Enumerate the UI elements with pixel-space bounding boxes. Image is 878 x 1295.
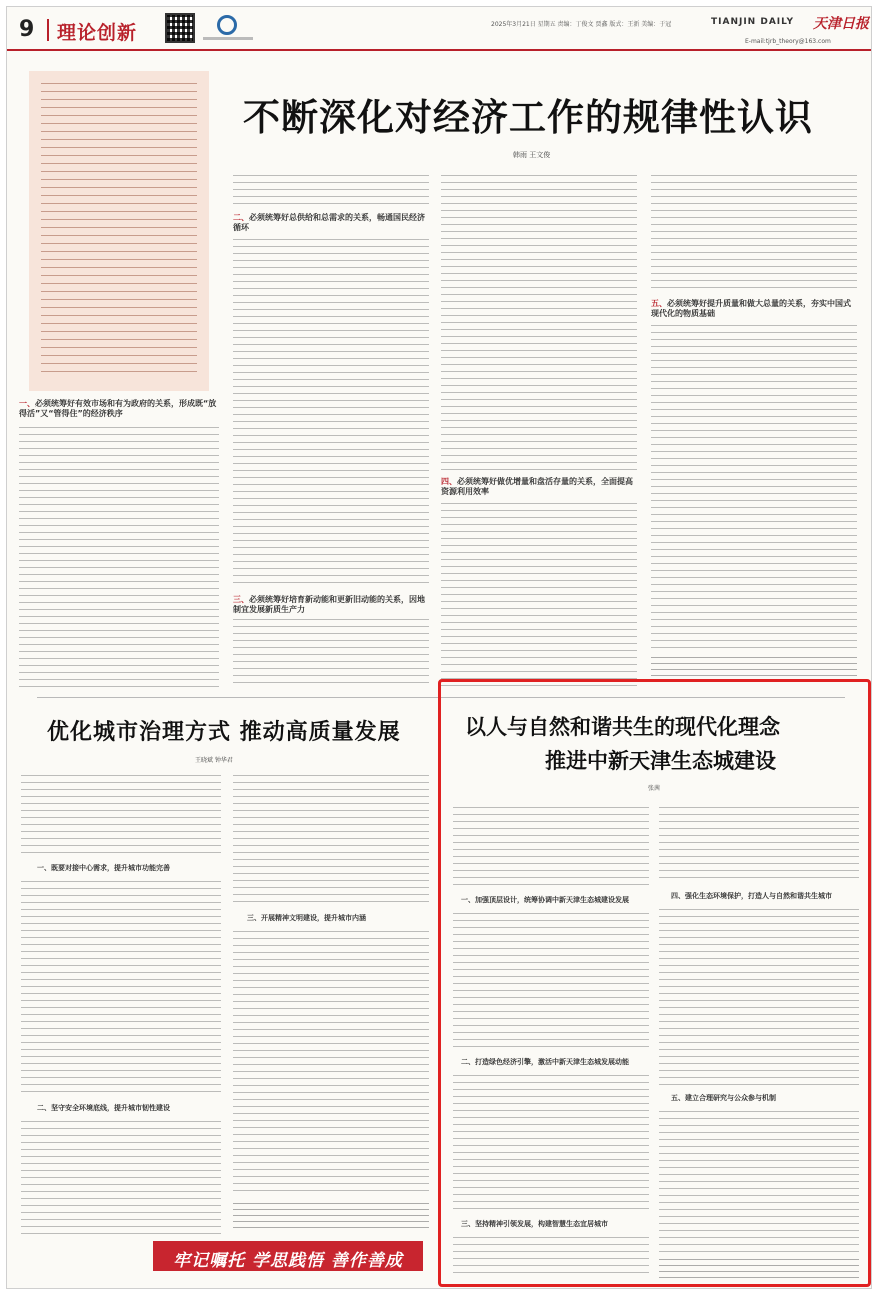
article-summary-box [29, 71, 209, 391]
article-column-3 [441, 175, 637, 471]
article3-section-5: 五、建立合理研究与公众参与机制 [671, 1094, 776, 1102]
article3-section-3: 三、坚持精神引领发展，构建智慧生态宜居城市 [461, 1220, 608, 1228]
article2-section-3: 三、开展精神文明建设，提升城市内涵 [247, 914, 366, 922]
article-column-4 [651, 325, 857, 651]
section-heading-2: 二、必须统筹好总供给和总需求的关系，畅通国民经济循环 [233, 213, 425, 232]
article2-byline: 王晓斌 钟华君 [195, 757, 233, 764]
article3-byline: 张茜 [648, 785, 661, 792]
article3-section-2: 二、打造绿色经济引擎，激活中新天津生态城发展动能 [461, 1058, 629, 1066]
article2-column-1-top [21, 775, 221, 857]
article3-author-note [659, 1259, 859, 1281]
article3-column-2-bottom [659, 1111, 859, 1255]
article2-column-1 [21, 881, 221, 1097]
article2-column-2 [233, 931, 429, 1195]
article2-section-2: 二、坚守安全环境底线，提升城市韧性建设 [37, 1104, 170, 1112]
section-divider [47, 19, 49, 41]
page-number: 9 [19, 17, 35, 42]
article3-column-1 [453, 913, 649, 1049]
article3-column-1-bottom [453, 1237, 649, 1279]
article2-column-1-bottom [21, 1121, 221, 1235]
summary-text [41, 83, 197, 379]
article2-column-2-top [233, 775, 429, 905]
article3-column-1-top [453, 807, 649, 887]
section-heading-1: 一、必须统筹好有效市场和有为政府的关系，形成既“放得活”又“管得住”的经济秩序 [19, 399, 217, 418]
section-heading-5: 五、必须统筹好提升质量和做大总量的关系，夯实中国式现代化的物质基础 [651, 299, 851, 318]
article-column-3-bottom [441, 503, 637, 689]
article3-section-1: 一、加强顶层设计，统筹协调中新天津生态城建设发展 [461, 896, 629, 904]
article-column-2 [233, 239, 429, 589]
article-column-2-bottom [233, 619, 429, 689]
article-column-2-top [233, 175, 429, 205]
article3-column-2 [659, 909, 859, 1085]
article-title: 不断深化对经济工作的规律性认识 [243, 95, 813, 139]
article3-column-2-top [659, 807, 859, 883]
article3-section-4: 四、强化生态环境保护，打造人与自然和谐共生城市 [671, 892, 832, 900]
article3-title-line1: 以人与自然和谐共生的现代化理念 [465, 714, 780, 739]
paper-chinese-name: 天津日报 [813, 16, 869, 32]
article2-section-1: 一、既要对接中心需求，提升城市功能完善 [37, 864, 170, 872]
article-byline: 韩雨 王文俊 [513, 151, 551, 159]
logo-caption [203, 37, 253, 40]
date-line: 2025年3月21日 星期五 责编：丁俊文 贾鑫 版式：王新 美编：于冠 [491, 21, 672, 28]
article2-author-note [233, 1203, 429, 1233]
article3-title-line2: 推进中新天津生态城建设 [545, 748, 776, 773]
paper-english-name: TIANJIN DAILY [711, 17, 794, 27]
article-column-4-top [651, 175, 857, 293]
contact-email: E-mail:tjrb_theory@163.com [745, 38, 831, 45]
article-column-1 [19, 427, 219, 689]
article2-title: 优化城市治理方式 推动高质量发展 [47, 719, 401, 745]
section-name: 理论创新 [57, 22, 138, 44]
newspaper-page [6, 6, 872, 1289]
section-heading-4: 四、必须统筹好做优增量和盘活存量的关系，全面提高资源利用效率 [441, 477, 633, 496]
banner-text: 牢记嘱托 学思践悟 善作善成 [173, 1251, 403, 1271]
masthead [7, 7, 872, 51]
article3-column-1-mid [453, 1075, 649, 1211]
party-logo-icon [217, 15, 237, 35]
slogan-banner [153, 1241, 423, 1271]
section-heading-3: 三、必须统筹好培育新动能和更新旧动能的关系，因地制宜发展新质生产力 [233, 595, 425, 614]
qr-code-icon [165, 13, 195, 43]
